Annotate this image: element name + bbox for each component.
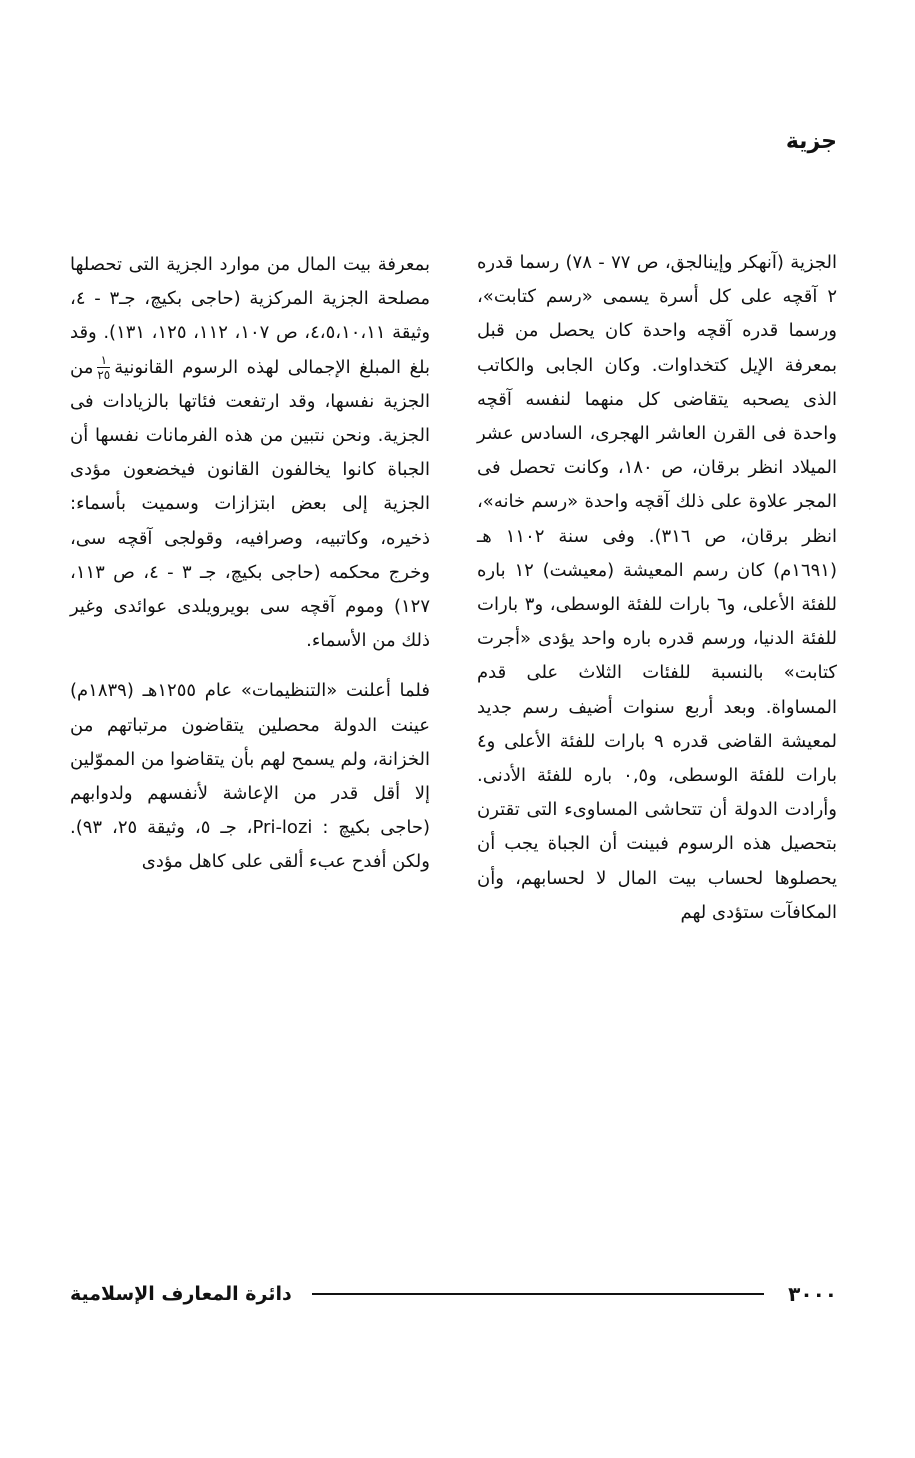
page-footer [70,1274,837,1314]
paragraph-text: من الجزية نفسها، وقد ارتفعت فئاتها بالزيادات فى الجزية. ونحن نتبين من هذه الفرمانات نفسها أن الجباة كانوا يخالفون القانون فيخضعون مؤدى الجزية إلى بعض ابتزازات وسميت بأسماء: ذخيره، وكاتبيه، وصرافيه، وقولجى آقچه سى، وخرج محكمه (حاجى بكيچ، جـ ٣ - ٤، ص ١١٣، ١٢٧) وموم آقچه سى بويرويلدى عوائدى وغير ذلك من الأسماء. [70,356,431,652]
text-column-right [477,246,837,930]
publication-title: دائرة المعارف الإسلامية [70,1283,292,1305]
paragraph: الجزية (آنهكر وإينالجق، ص ٧٧ - ٧٨) رسما قدره ٢ آقچه على كل أسرة يسمى «رسم كتابت»، ورسما قدره آقچه واحدة كان يحصل من قبل بمعرفة الإيل كتخداوات. وكان الجابى والكاتب الذى يصحبه يتقاضى كل منهما لنفسه آقچه واحدة فى القرن العاشر الهجرى، السادس عشر الميلاد انظر برقان، ص ١٨٠، وكانت تحصل فى المجر علاوة على ذلك آقچه واحدة «رسم خانه»، انظر برقان، ص ٣١٦). وفى سنة ١١٠٢ هـ (١٦٩١م) كان رسم المعيشة (معيشت) ١٢ باره للفئة الأعلى، و٦ بارات للفئة الوسطى، و٣ بارات للفئة الدنيا، ورسم قدره باره واحد يؤدى «أجرت كتابت» بالنسبة للفئات الثلاث على قدم المساواة. وبعد أربع سنوات أضيف رسم جديد لمعيشة القاضى قدره ٩ بارات للفئة الأعلى و٤ بارات للفئة الوسطى، و٠,٥ باره للفئة الأدنى. وأرادت الدولة أن تتحاشى المساوىء التى تقترن بتحصيل هذه الرسوم فبينت أن الجباة يجب أن يحصلوها لحساب بيت المال لا لحسابهم، وأن المكافآت ستؤدى لهم [477,252,838,923]
paragraph-text: بمعرفة بيت المال من موارد الجزية التى تحصلها مصلحة الجزية المركزية (حاجى بكيچ، جـ٣ - ٤، وثيقة ٤،٥،١٠،١١، ص ١٠٧، ١١٢، ١٢٥، ١٣١). وقد بلغ المبلغ الإجمالى لهذه الرسوم القانونية [70,254,431,378]
fraction [97,353,110,382]
page-number: ٣٠٠٠ [788,1282,837,1306]
fraction-numerator: ١ [97,353,110,368]
paragraph [70,248,430,658]
paragraph: فلما أعلنت «التنظيمات» عام ١٢٥٥هـ (١٨٣٩م) عينت الدولة محصلين يتقاضون مرتباتهم من الخزانة، ولم يسمح لهم بأن يتقاضوا من المموّلين إلا أقل قدر من الإعاشة لأنفسهم ولدوابهم (حاجى بكيچ : Pri-lozi، جـ ٥، وثيقة ٢٥، ٩٣). ولكن أفدح عبء ألقى على كاهل مؤدى [70,680,431,873]
fraction-denominator: ٢٥ [97,368,111,383]
text-column-left [70,248,430,880]
footer-divider [312,1293,764,1295]
page-header-title: جزية [785,129,837,154]
